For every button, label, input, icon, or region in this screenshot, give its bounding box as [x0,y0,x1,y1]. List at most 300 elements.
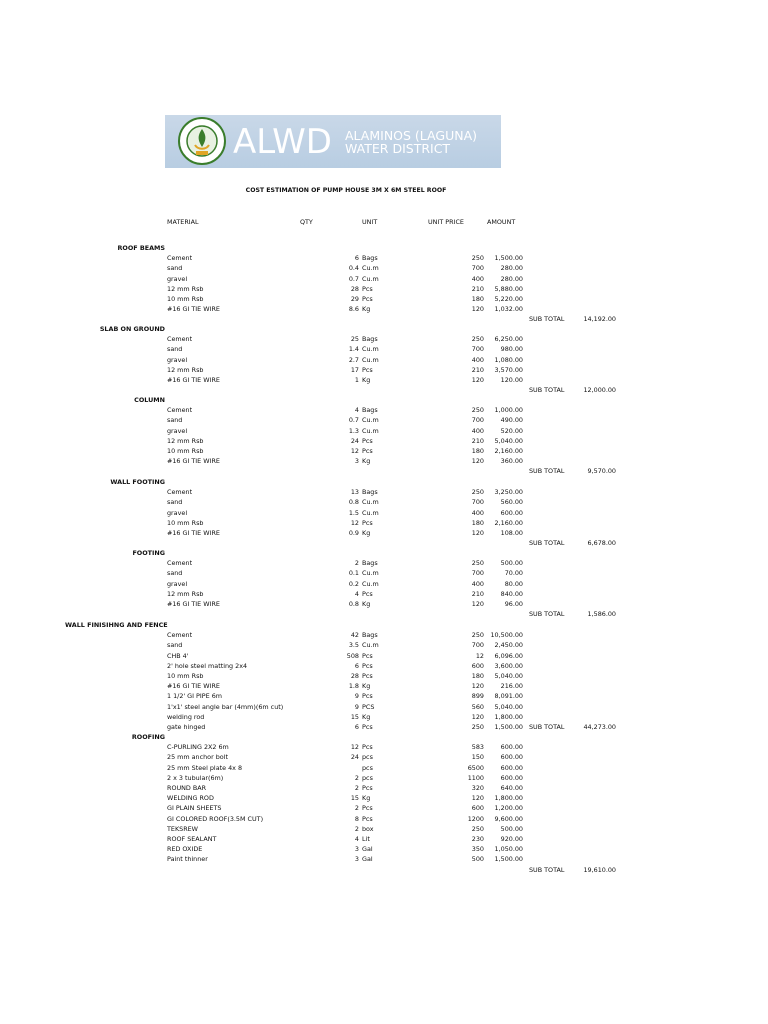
unit-cell: Gal [362,855,373,864]
header-unit-price: UNIT PRICE [428,218,464,226]
section-title: FOOTING [132,549,165,557]
amount-cell: 108.00 [500,529,523,537]
unit-cell: Pcs [362,436,373,445]
material-cell: GI PLAIN SHEETS [167,804,222,813]
amount-cell: 1,800.00 [494,794,523,803]
material-cell: GI COLORED ROOF(3.5M CUT) [167,814,264,823]
table-row [0,405,768,415]
unit-cell: pcs [362,753,373,762]
qty-cell: 2 [354,824,359,833]
qty-cell: 3.5 [348,641,359,650]
amount-cell: 1,032.00 [494,305,523,314]
material-cell: 12 mm Rsb [167,365,204,374]
unit-price-cell: 150 [471,753,484,762]
table-row [0,284,768,294]
header-unit: UNIT [362,218,378,226]
qty-cell: 1.3 [348,426,359,435]
unit-cell: Pcs [362,651,373,660]
qty-cell: 12 [350,518,359,527]
qty-cell: 24 [350,436,359,445]
unit-cell: pcs [362,763,373,772]
unit-price-cell: 120 [471,529,484,537]
unit-cell: Cu.m [362,274,379,283]
unit-price-cell: 400 [471,579,484,588]
unit-cell: Pcs [362,814,373,823]
table-row [0,263,768,273]
material-cell: Cement [167,406,193,415]
qty-cell: 0.4 [348,264,359,273]
amount-cell: 3,570.00 [494,365,523,374]
unit-price-cell: 700 [471,498,484,507]
material-cell: sand [167,416,183,425]
table-row [0,304,768,314]
unit-cell: Cu.m [362,355,379,364]
subtotal-row [0,865,768,875]
unit-cell: Pcs [362,447,373,455]
unit-price-cell: 120 [471,794,484,803]
material-cell: sand [167,498,183,507]
qty-cell: 4 [354,835,359,843]
table-row [0,375,768,385]
qty-cell: 4 [354,589,359,598]
unit-price-cell: 600 [471,804,484,813]
material-cell: Cement [167,254,193,263]
unit-cell: Pcs [362,784,373,792]
unit-cell: Kg [362,529,371,537]
table-row [0,599,768,609]
material-cell: sand [167,569,183,578]
unit-price-cell: 250 [471,488,484,497]
table-row [0,661,768,671]
subtotal-label: SUB TOTAL [529,610,565,619]
material-cell: 1 1/2' GI PIPE 6m [167,692,222,701]
unit-price-cell: 6500 [467,763,484,772]
amount-cell: 520.00 [500,426,523,435]
amount-cell: 600.00 [500,743,523,752]
subtotal-value: 19,610.00 [583,865,616,874]
amount-cell: 2,160.00 [494,518,523,527]
material-cell: 12 mm Rsb [167,284,204,293]
qty-cell: 28 [350,284,359,293]
unit-cell: Bags [362,488,378,497]
unit-price-cell: 1100 [467,773,484,782]
material-cell: WELDING ROD [167,794,214,803]
unit-cell: Cu.m [362,569,379,578]
table-row [0,773,768,783]
amount-cell: 5,040.00 [494,436,523,445]
unit-price-cell: 120 [471,712,484,721]
subtotal-label: SUB TOTAL [529,386,565,395]
material-cell: gravel [167,274,188,283]
unit-cell: Lit [362,835,370,843]
amount-cell: 5,220.00 [494,295,523,303]
material-cell: #16 GI TIE WIRE [167,457,220,466]
material-cell: welding rod [167,712,205,721]
amount-cell: 490.00 [500,416,523,425]
unit-price-cell: 210 [471,365,484,374]
unit-cell: Pcs [362,692,373,701]
material-cell: ROOF SEALANT [167,835,217,843]
unit-cell: Pcs [362,295,373,303]
unit-cell: Pcs [362,365,373,374]
subtotal-row [0,385,768,395]
amount-cell: 1,500.00 [494,723,523,731]
amount-cell: 1,050.00 [494,845,523,854]
qty-cell: 28 [350,672,359,680]
table-row [0,702,768,712]
material-cell: sand [167,264,183,273]
unit-price-cell: 400 [471,274,484,283]
table-row [0,294,768,304]
qty-cell: 3 [354,845,359,854]
table-row [0,671,768,681]
table-row [0,344,768,354]
table-row [0,763,768,773]
subtotal-value: 14,192.00 [583,315,616,324]
unit-price-cell: 12 [475,651,484,660]
unit-price-cell: 700 [471,641,484,650]
unit-cell: Cu.m [362,264,379,273]
table-row [0,497,768,507]
qty-cell: 0.8 [348,498,359,507]
section-row [0,243,768,253]
subtotal-row [0,538,768,548]
header-qty: QTY [300,218,313,226]
material-cell: 10 mm Rsb [167,672,204,680]
amount-cell: 280.00 [500,264,523,273]
amount-cell: 96.00 [504,600,523,608]
unit-cell: Pcs [362,743,373,752]
amount-cell: 9,600.00 [494,814,523,823]
table-row [0,793,768,803]
unit-price-cell: 210 [471,589,484,598]
unit-cell: Cu.m [362,641,379,650]
unit-price-cell: 320 [471,784,484,792]
qty-cell: 508 [346,651,359,660]
table-row [0,426,768,436]
unit-price-cell: 1200 [467,814,484,823]
unit-price-cell: 400 [471,426,484,435]
material-cell: ROUND BAR [167,784,207,792]
table-row [0,834,768,844]
unit-cell: Kg [362,794,371,803]
table-row [0,528,768,538]
qty-cell: 0.1 [348,569,359,578]
qty-cell: 2 [354,804,359,813]
qty-cell: 9 [354,702,359,711]
table-row [0,651,768,661]
table-row [0,334,768,344]
unit-price-cell: 120 [471,457,484,466]
table-row [0,712,768,722]
qty-cell: 6 [354,661,359,670]
amount-cell: 5,880.00 [494,284,523,293]
material-cell: gate hinged [167,723,206,731]
unit-price-cell: 180 [471,295,484,303]
unit-price-cell: 700 [471,569,484,578]
material-cell: RED OXIDE [167,845,203,854]
subtotal-label: SUB TOTAL [529,865,565,874]
amount-cell: 980.00 [500,345,523,354]
unit-price-cell: 120 [471,305,484,314]
logo-full-name: ALAMINOS (LAGUNA) WATER DISTRICT [345,128,477,156]
qty-cell: 8 [354,814,359,823]
amount-cell: 360.00 [500,457,523,466]
unit-price-cell: 500 [471,855,484,864]
qty-cell: 12 [350,743,359,752]
table-row [0,691,768,701]
qty-cell: 3 [354,457,359,466]
amount-cell: 1,500.00 [494,855,523,864]
unit-cell: Pcs [362,518,373,527]
unit-price-cell: 899 [471,692,484,701]
unit-cell: Bags [362,631,378,640]
material-cell: #16 GI TIE WIRE [167,529,220,537]
qty-cell: 6 [354,254,359,263]
table-row [0,742,768,752]
subtotal-label: SUB TOTAL [529,467,565,476]
amount-cell: 560.00 [500,498,523,507]
material-cell: C-PURLING 2X2 6m [167,743,229,752]
qty-cell: 25 [350,335,359,344]
table-row [0,508,768,518]
amount-cell: 640.00 [500,784,523,792]
material-cell: gravel [167,355,188,364]
section-row [0,324,768,334]
unit-cell: Bags [362,559,378,568]
amount-cell: 600.00 [500,763,523,772]
table-row [0,752,768,762]
page-title: COST ESTIMATION OF PUMP HOUSE 3M X 6M STEEL ROOF [245,187,447,194]
unit-price-cell: 700 [471,264,484,273]
table-row [0,681,768,691]
qty-cell: 2 [354,559,359,568]
material-cell: #16 GI TIE WIRE [167,600,220,608]
material-cell: Cement [167,559,193,568]
qty-cell: 1 [354,376,359,384]
unit-price-cell: 180 [471,672,484,680]
qty-cell: 24 [350,753,359,762]
table-row [0,640,768,650]
subtotal-label: SUB TOTAL [529,723,565,731]
amount-cell: 70.00 [504,569,523,578]
qty-cell: 0.2 [348,579,359,588]
amount-cell: 1,200.00 [494,804,523,813]
qty-cell: 15 [350,794,359,803]
qty-cell: 2 [354,773,359,782]
qty-cell: 12 [350,447,359,455]
amount-cell: 8,091.00 [494,692,523,701]
material-cell: 10 mm Rsb [167,518,204,527]
material-cell: 10 mm Rsb [167,295,204,303]
table-row [0,456,768,466]
amount-cell: 2,160.00 [494,447,523,455]
material-cell: Cement [167,631,193,640]
material-cell: Cement [167,488,193,497]
subtotal-row [0,609,768,619]
material-cell: CHB 4' [167,651,189,660]
section-title: ROOF BEAMS [117,244,165,252]
unit-price-cell: 210 [471,284,484,293]
unit-cell: Kg [362,682,371,691]
material-cell: Paint thinner [167,855,208,864]
material-cell: 25 mm Steel plate 4x 8 [167,763,243,772]
unit-cell: Pcs [362,723,373,731]
unit-price-cell: 400 [471,508,484,517]
section-row [0,620,768,630]
qty-cell: 2.7 [348,355,359,364]
water-district-seal-icon [178,117,226,165]
unit-cell: Cu.m [362,498,379,507]
material-cell: Cement [167,335,193,344]
amount-cell: 2,450.00 [494,641,523,650]
unit-cell: Kg [362,457,371,466]
unit-cell: box [362,824,374,833]
unit-cell: Kg [362,305,371,314]
unit-cell: Cu.m [362,579,379,588]
qty-cell: 42 [350,631,359,640]
amount-cell: 3,250.00 [494,488,523,497]
unit-price-cell: 120 [471,600,484,608]
table-row [0,436,768,446]
unit-price-cell: 250 [471,335,484,344]
unit-cell: pcs [362,773,373,782]
table-row [0,487,768,497]
header-amount: AMOUNT [487,218,516,226]
subtotal-value: 1,586.00 [587,610,616,619]
qty-cell: 29 [350,295,359,303]
unit-cell: Pcs [362,589,373,598]
qty-cell: 1.8 [348,682,359,691]
material-cell: 12 mm Rsb [167,436,204,445]
subtotal-label: SUB TOTAL [529,539,565,548]
subtotal-row [0,466,768,476]
amount-cell: 5,040.00 [494,702,523,711]
qty-cell: 13 [350,488,359,497]
unit-cell: Cu.m [362,416,379,425]
amount-cell: 1,500.00 [494,254,523,263]
amount-cell: 10,500.00 [490,631,523,640]
unit-price-cell: 250 [471,406,484,415]
subtotal-value: 44,273.00 [583,723,616,731]
section-title: WALL FOOTING [110,478,165,486]
unit-price-cell: 180 [471,447,484,455]
subtotal-label: SUB TOTAL [529,315,565,324]
qty-cell: 15 [350,712,359,721]
alwd-logo-banner [165,115,501,168]
unit-price-cell: 250 [471,723,484,731]
amount-cell: 5,040.00 [494,672,523,680]
unit-price-cell: 250 [471,631,484,640]
table-row [0,558,768,568]
unit-cell: Cu.m [362,426,379,435]
table-row [0,253,768,263]
material-cell: 12 mm Rsb [167,589,204,598]
amount-cell: 80.00 [504,579,523,588]
unit-price-cell: 583 [471,743,484,752]
table-row [0,355,768,365]
unit-cell: PCS [362,702,375,711]
material-cell: gravel [167,579,188,588]
qty-cell: 0.8 [348,600,359,608]
unit-price-cell: 250 [471,254,484,263]
table-row [0,630,768,640]
qty-cell: 1.5 [348,508,359,517]
unit-cell: Pcs [362,661,373,670]
unit-price-cell: 230 [471,835,484,843]
material-cell: 2 x 3 tubular(6m) [167,773,224,782]
unit-cell: Bags [362,335,378,344]
unit-price-cell: 400 [471,355,484,364]
unit-price-cell: 250 [471,824,484,833]
unit-price-cell: 600 [471,661,484,670]
material-cell: 10 mm Rsb [167,447,204,455]
amount-cell: 216.00 [500,682,523,691]
unit-cell: Kg [362,376,371,384]
material-cell: #16 GI TIE WIRE [167,376,220,384]
material-cell: gravel [167,508,188,517]
unit-cell: Pcs [362,804,373,813]
amount-cell: 1,800.00 [494,712,523,721]
unit-price-cell: 120 [471,376,484,384]
table-row [0,589,768,599]
table-row [0,446,768,456]
material-cell: sand [167,641,183,650]
table-row [0,518,768,528]
unit-cell: Pcs [362,284,373,293]
qty-cell: 1.4 [348,345,359,354]
unit-cell: Pcs [362,672,373,680]
material-cell: #16 GI TIE WIRE [167,305,220,314]
qty-cell: 8.6 [348,305,359,314]
section-title: ROOFING [131,733,165,741]
material-cell: 2' hole steel matting 2x4 [167,661,248,670]
unit-cell: Gal [362,845,373,854]
unit-cell: Cu.m [362,345,379,354]
amount-cell: 1,000.00 [494,406,523,415]
section-title: COLUMN [134,396,165,404]
material-cell: 1'x1' steel angle bar (4mm)(6m cut) [167,702,284,711]
amount-cell: 840.00 [500,589,523,598]
qty-cell: 0.9 [348,529,359,537]
qty-cell: 2 [354,784,359,792]
table-row [0,814,768,824]
amount-cell: 920.00 [500,835,523,843]
header-material: MATERIAL [167,218,199,226]
subtotal-value: 12,000.00 [583,386,616,395]
table-row [0,824,768,834]
table-row [0,274,768,284]
unit-price-cell: 350 [471,845,484,854]
table-row [0,844,768,854]
material-cell: TEKSREW [167,824,198,833]
amount-cell: 120.00 [500,376,523,384]
table-row [0,579,768,589]
unit-price-cell: 120 [471,682,484,691]
qty-cell: 4 [354,406,359,415]
material-cell: #16 GI TIE WIRE [167,682,220,691]
section-title: WALL FINISIHNG AND FENCE [65,621,168,629]
table-row [0,568,768,578]
amount-cell: 6,250.00 [494,335,523,344]
table-row [0,854,768,864]
unit-price-cell: 250 [471,559,484,568]
subtotal-value: 9,570.00 [587,467,616,476]
subtotal-value: 6,678.00 [587,539,616,548]
qty-cell: 6 [354,723,359,731]
material-cell: 25 mm anchor bolt [167,753,228,762]
section-row [0,548,768,558]
